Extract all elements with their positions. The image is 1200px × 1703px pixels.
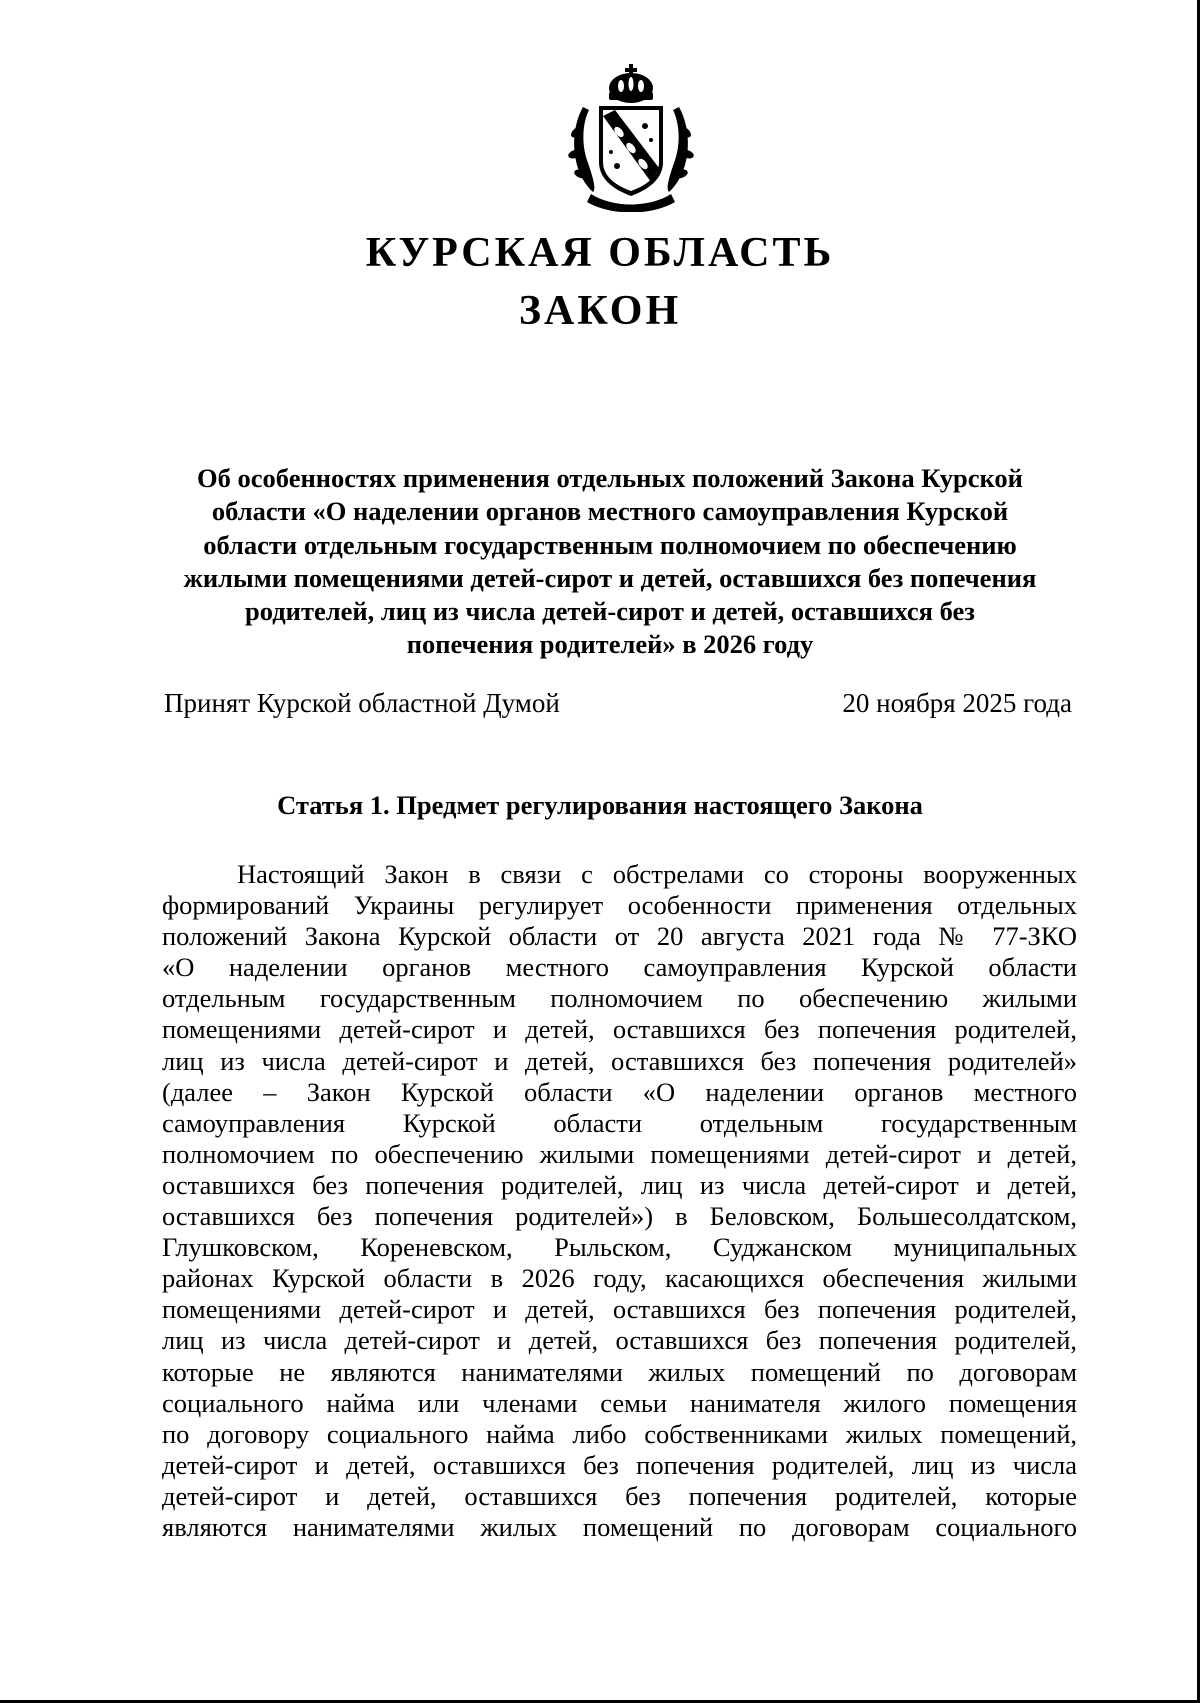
body-line: районах Курской области в 2026 году, касающихся обеспечения жилыми (162, 1263, 1077, 1294)
body-line: полномочием по обеспечению жилыми помещениями детей-сирот и детей, (162, 1138, 1077, 1169)
title-line: родителей, лиц из числа детей-сирот и детей, оставшихся без (245, 596, 975, 627)
body-line: помещениями детей-сирот и детей, оставшихся без попечения родителей, (162, 1294, 1077, 1325)
law-title (150, 462, 1070, 662)
body-line: по договору социального найма либо собственниками жилых помещений, (162, 1418, 1077, 1449)
body-line: которые не являются нанимателями жилых помещений по договорам (162, 1356, 1077, 1387)
article-body (162, 859, 1077, 1543)
body-line: лиц из числа детей-сирот и детей, оставшихся без попечения родителей, (162, 1325, 1077, 1356)
body-line: являются нанимателями жилых помещений по договорам социального (162, 1511, 1077, 1542)
title-line: жилыми помещениями детей-сирот и детей, оставшихся без попечения (183, 562, 1037, 593)
body-line: самоуправления Курской области отдельным государственным (162, 1107, 1077, 1138)
body-line: Глушковском, Кореневском, Рыльском, Суджанском муниципальных (162, 1232, 1077, 1263)
adopted-by: Принят Курской областной Думой (164, 688, 560, 718)
title-line: области «О наделении органов местного самоуправления Курской (211, 496, 1009, 527)
body-line: (далее – Закон Курской области «О наделении органов местного (162, 1076, 1077, 1107)
body-line: детей-сирот и детей, оставшихся без попечения родителей, которые (162, 1480, 1077, 1511)
body-line: социального найма или членами семьи нанимателя жилого помещения (162, 1387, 1077, 1418)
body-line: оставшихся без попечения родителей») в Беловском, Большесолдатском, (162, 1201, 1077, 1232)
body-line: лиц из числа детей-сирот и детей, оставшихся без попечения родителей» (162, 1045, 1077, 1076)
body-line: Настоящий Закон в связи с обстрелами со стороны вооруженных (237, 859, 1077, 889)
title-line: области отдельным государственным полномочием по обеспечению (203, 529, 1017, 560)
title-line: Об особенностях применения отдельных положений Закона Курской (197, 463, 1023, 493)
body-line: «О наделении органов местного самоуправления Курской области (162, 952, 1077, 983)
region-heading: КУРСКАЯ ОБЛАСТЬ (365, 230, 835, 276)
body-line: помещениями детей-сирот и детей, оставшихся без попечения родителей, (162, 1014, 1077, 1045)
body-line: формирований Украины регулирует особенности применения отдельных (162, 890, 1077, 921)
document-type-heading: ЗАКОН (518, 288, 682, 334)
body-line: отдельным государственным полномочием по обеспечению жилыми (162, 983, 1077, 1014)
article-heading: Статья 1. Предмет регулирования настоящего Закона (277, 790, 923, 820)
title-line: попечения родителей» в 2026 году (406, 629, 814, 660)
coat-of-arms-icon (563, 62, 699, 212)
body-line: оставшихся без попечения родителей, лиц из числа детей-сирот и детей, (162, 1169, 1077, 1200)
body-line: детей-сирот и детей, оставшихся без попечения родителей, лиц из числа (162, 1449, 1077, 1480)
body-line: положений Закона Курской области от 20 августа 2021 года № 77-ЗКО (162, 921, 1077, 952)
adoption-date: 20 ноября 2025 года (842, 688, 1072, 718)
